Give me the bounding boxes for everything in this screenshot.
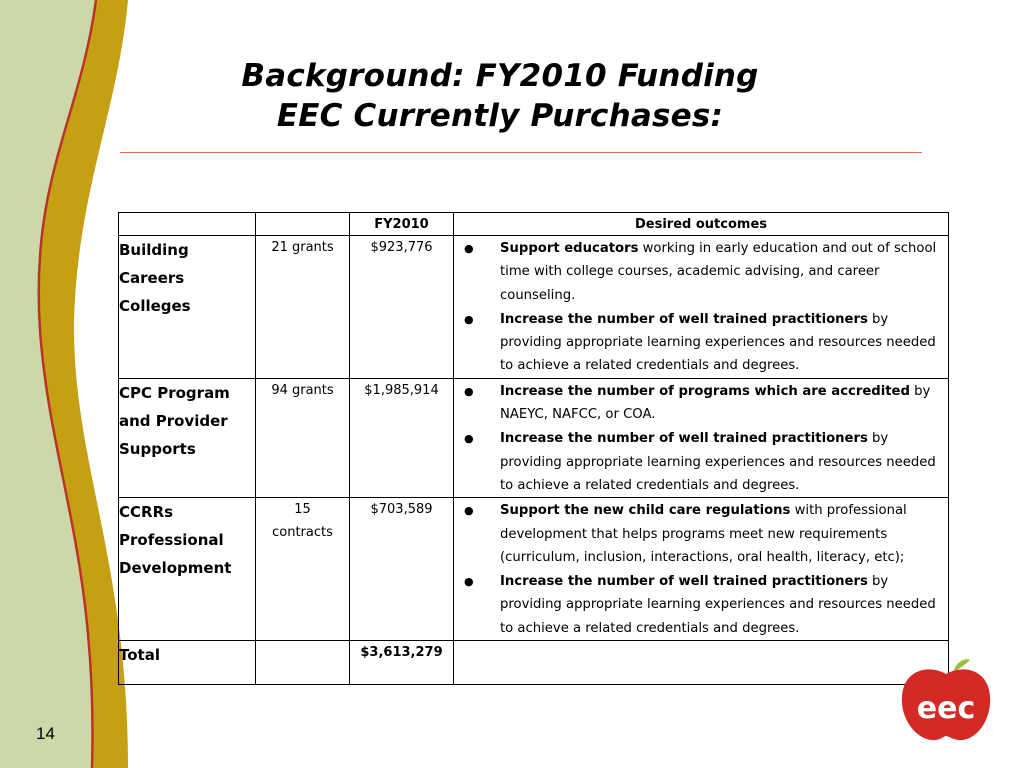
outcome-text: by providing appropriate learning experiences and resources needed to achieve a related credentials and degrees. — [500, 574, 936, 636]
row-amount: $923,776 — [350, 236, 454, 379]
row-count-line: 15 — [294, 502, 311, 518]
row-outcomes — [454, 498, 949, 641]
row-label-line: CPC Program — [119, 383, 230, 402]
title-divider — [120, 152, 922, 153]
row-label — [119, 378, 256, 497]
outcome-item — [464, 308, 948, 378]
outcome-text: working in early education and out of school time with college courses, academic advising, and career counseling. — [500, 241, 937, 303]
outcome-bold: Increase the number of well trained practitioners — [500, 574, 868, 590]
row-label — [119, 236, 256, 379]
table-row — [119, 378, 949, 497]
outcome-bold: Support educators — [500, 241, 639, 256]
table-row — [119, 498, 949, 641]
bullet-icon: ● — [464, 432, 474, 446]
header-cell-count — [256, 213, 350, 236]
outcome-item — [464, 237, 948, 307]
header-cell-label — [119, 213, 256, 236]
row-label-line: Supports — [119, 439, 196, 458]
row-count: 94 grants — [256, 378, 350, 497]
row-label-line: Careers — [119, 269, 185, 287]
bullet-icon: ● — [464, 504, 474, 518]
slide-title-line1: Background: FY2010 Funding — [241, 58, 759, 94]
row-label — [119, 498, 256, 641]
row-amount: $1,985,914 — [350, 378, 454, 497]
row-label-line: Professional — [119, 531, 224, 550]
row-label-line: CCRRs — [119, 503, 174, 522]
total-label: Total — [119, 641, 256, 685]
page-number: 14 — [36, 724, 55, 743]
row-count-line: contracts — [272, 525, 333, 541]
outcome-text: by providing appropriate learning experiences and resources needed to achieve a related credentials and degrees. — [500, 431, 936, 493]
table-total-row — [119, 641, 949, 685]
row-label-line: and Provider — [119, 411, 228, 430]
outcome-item — [464, 499, 948, 569]
slide-title-line2: EEC Currently Purchases: — [276, 98, 724, 134]
total-count-empty — [256, 641, 350, 685]
logo-text: eec — [916, 691, 976, 726]
row-amount: $703,589 — [350, 498, 454, 641]
total-outcomes-empty — [454, 641, 949, 685]
row-count: 21 grants — [256, 236, 350, 379]
row-label-line: Building — [119, 241, 189, 259]
outcome-bold: Increase the number of well trained practitioners — [500, 311, 868, 327]
outcome-text: by NAEYC, NAFCC, or COA. — [500, 383, 931, 423]
bullet-icon: ● — [464, 312, 474, 326]
outcome-item — [464, 427, 948, 497]
bullet-icon: ● — [464, 242, 474, 255]
header-cell-fy2010: FY2010 — [350, 213, 454, 236]
funding-table — [118, 212, 949, 685]
outcome-text: by providing appropriate learning experiences and resources needed to achieve a related credentials and degrees. — [500, 311, 936, 374]
bullet-icon: ● — [464, 575, 474, 589]
outcome-bold: Increase the number of well trained practitioners — [500, 431, 868, 447]
outcome-text: with professional development that helps programs meet new requirements (curriculum, inclusion, interactions, oral health, literacy, etc); — [500, 503, 907, 565]
header-cell-outcomes: Desired outcomes — [454, 213, 949, 236]
row-outcomes — [454, 378, 949, 497]
row-label-line: Development — [119, 559, 232, 578]
outcome-item — [464, 380, 948, 427]
bullet-icon: ● — [464, 384, 474, 398]
total-amount: $3,613,279 — [350, 641, 454, 685]
row-outcomes — [454, 236, 949, 379]
table-row — [119, 236, 949, 379]
outcome-bold: Increase the number of programs which are accredited — [500, 383, 910, 399]
outcome-item — [464, 570, 948, 640]
outcome-bold: Support the new child care regulations — [500, 503, 791, 519]
eec-apple-logo — [898, 656, 994, 746]
row-count — [256, 498, 350, 641]
slide-title — [150, 56, 850, 136]
row-label-line: Colleges — [119, 297, 191, 315]
table-header-row — [119, 213, 949, 236]
